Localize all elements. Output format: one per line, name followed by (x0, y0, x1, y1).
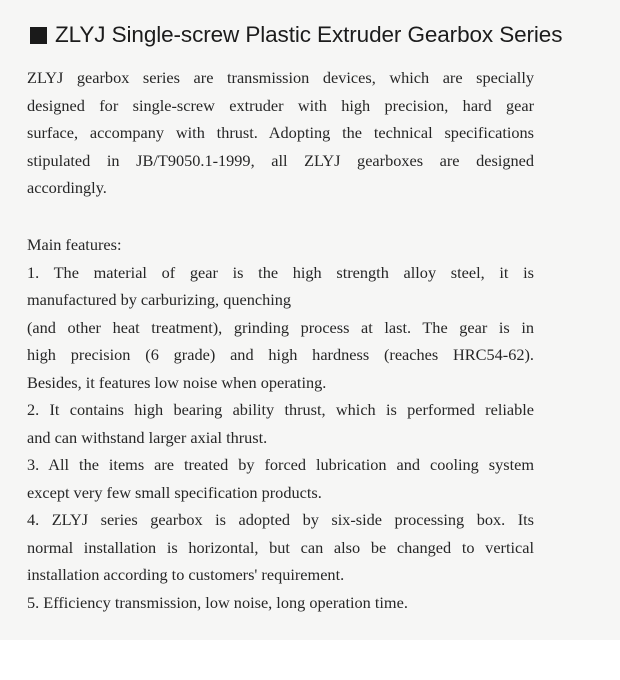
feature-line: installation according to customers' requirement. (27, 565, 345, 584)
feature-line: (and other heat treatment), grinding process at last. The gear is in (27, 317, 534, 337)
feature-line: 5. Efficiency transmission, low noise, long operation time. (27, 592, 408, 612)
title-square-bullet-icon (30, 27, 47, 44)
intro-line: ZLYJ gearbox series are transmission devices, which are specially (27, 68, 534, 87)
intro-line: surface, accompany with thrust. Adopting the technical specifications (27, 123, 534, 142)
feature-line: Besides, it features low noise when operating. (27, 372, 327, 392)
feature-line: normal installation is horizontal, but can also be changed to vertical (27, 537, 534, 557)
intro-line: accordingly. (27, 178, 107, 197)
feature-line: except very few small specification products. (27, 482, 322, 502)
feature-line: 1. The material of gear is the high strength alloy steel, it is (27, 262, 534, 282)
feature-line: and can withstand larger axial thrust. (27, 427, 268, 447)
feature-line: 3. All the items are treated by forced lubrication and cooling system (27, 455, 534, 474)
features-heading: Main features: (27, 235, 122, 254)
feature-line: manufactured by carburizing, quenching (27, 290, 292, 309)
main-features-section (27, 231, 534, 616)
page-title-text: ZLYJ Single-screw Plastic Extruder Gearbox Series (55, 22, 563, 47)
intro-line: designed for single-screw extruder with high precision, hard gear (27, 95, 534, 115)
feature-line: 4. ZLYJ series gearbox is adopted by six-side processing box. Its (27, 510, 534, 529)
intro-paragraph (27, 64, 534, 202)
feature-line: high precision (6 grade) and high hardness (reaches HRC54-62). (27, 345, 534, 364)
feature-line: 2. It contains high bearing ability thrust, which is performed reliable (27, 400, 534, 419)
intro-line: stipulated in JB/T9050.1-1999, all ZLYJ gearboxes are designed (27, 150, 534, 170)
page-title (30, 20, 562, 50)
